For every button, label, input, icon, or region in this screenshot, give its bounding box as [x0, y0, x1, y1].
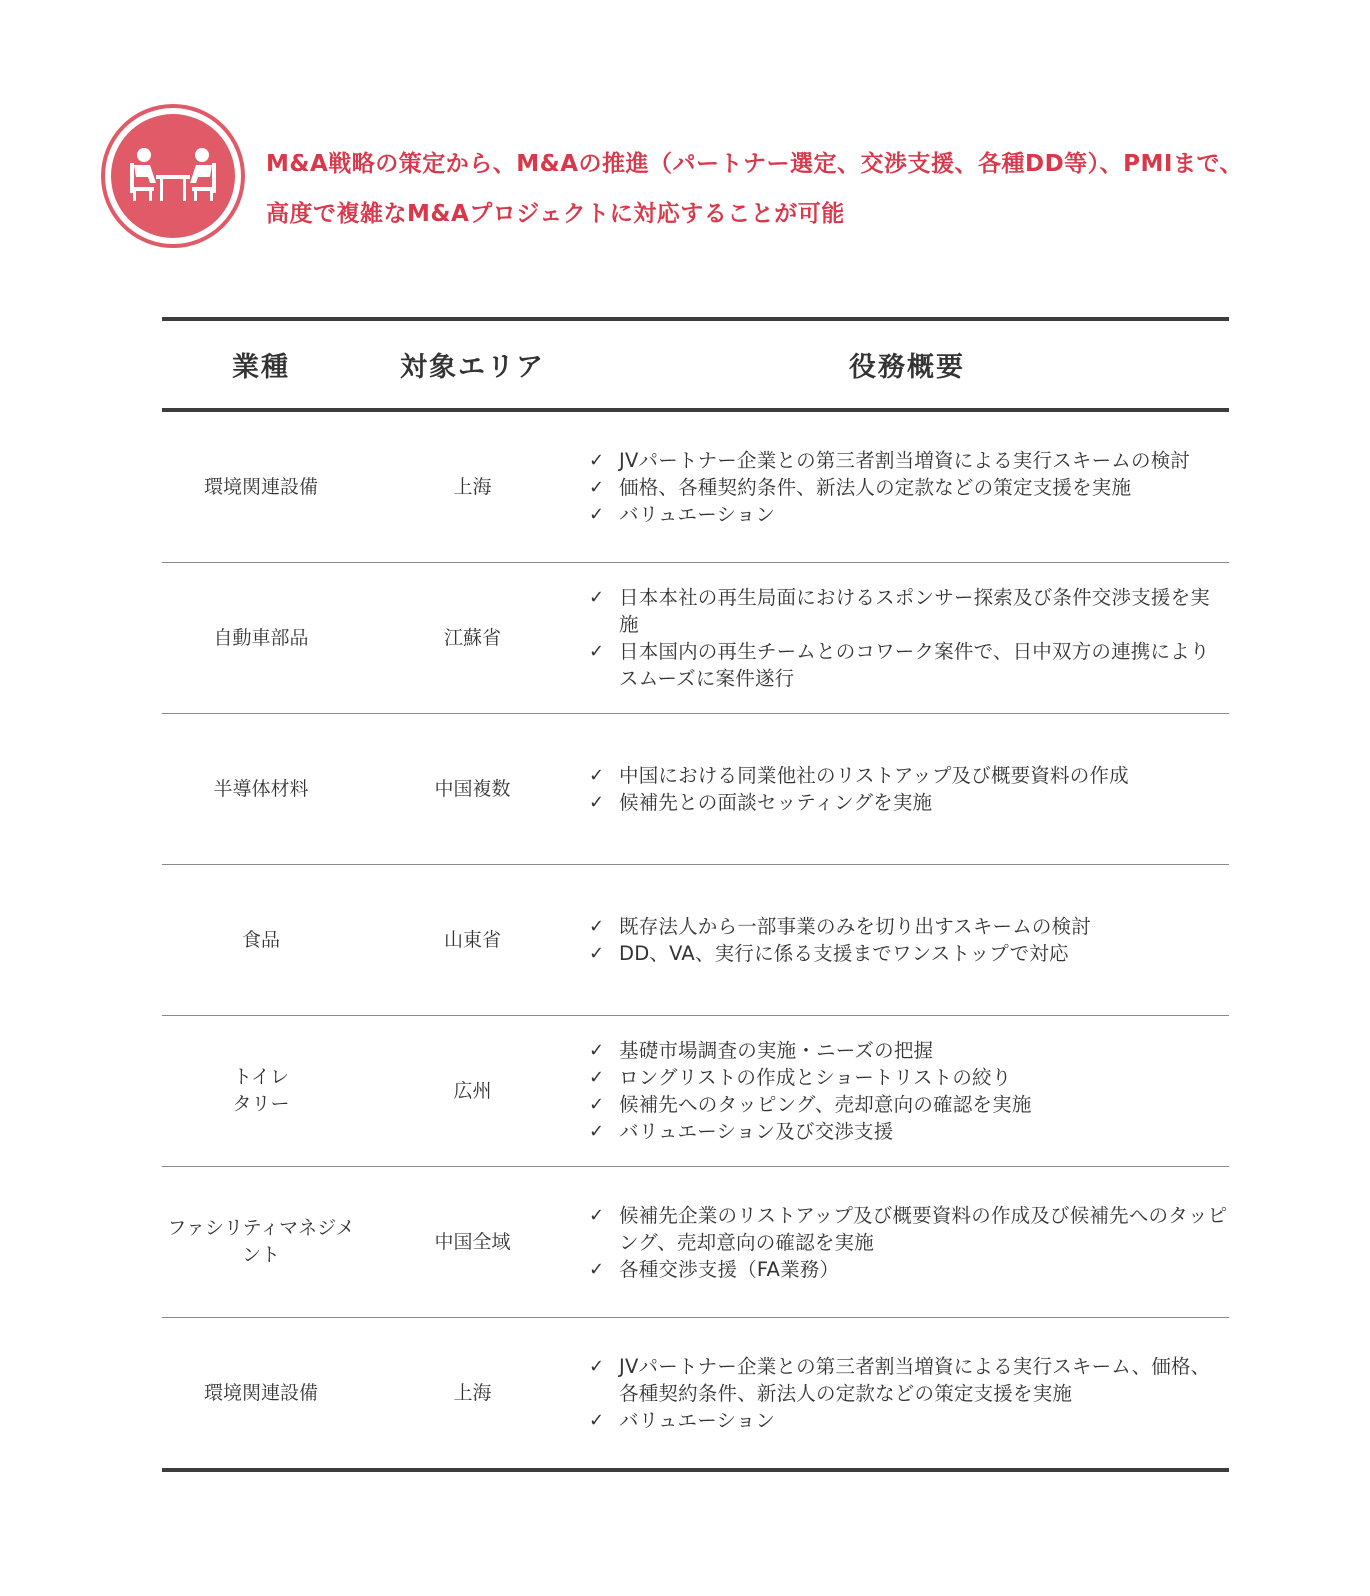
task-text: 候補先へのタッピング、売却意向の確認を実施 — [619, 1093, 1032, 1116]
task-list — [585, 762, 1229, 816]
task-item — [585, 1091, 1229, 1118]
area-cell: 上海 — [453, 475, 492, 498]
task-text: 候補先との面談セッティングを実施 — [619, 791, 933, 814]
task-item — [585, 1037, 1229, 1064]
table-row — [162, 714, 1229, 865]
task-item — [585, 1353, 1229, 1407]
task-item — [585, 1407, 1229, 1434]
area-cell: 山東省 — [443, 928, 501, 951]
area-cell: 中国全域 — [434, 1230, 511, 1253]
industry-cell — [162, 474, 360, 501]
industry-cell — [162, 776, 360, 803]
check-icon: ✓ — [589, 765, 605, 786]
task-item — [585, 913, 1229, 940]
role-cell — [585, 1202, 1229, 1283]
area-cell: 上海 — [453, 1381, 492, 1404]
industry-cell — [162, 1064, 360, 1118]
table-row — [162, 563, 1229, 714]
header-role: 役務概要 — [849, 352, 965, 383]
check-icon: ✓ — [589, 1355, 605, 1377]
check-icon: ✓ — [589, 641, 605, 662]
check-icon: ✓ — [589, 1094, 605, 1115]
industry-text: 環境関連設備 — [203, 475, 318, 498]
header-area: 対象エリア — [400, 352, 545, 383]
meeting-table-icon — [100, 103, 246, 249]
page-header — [100, 103, 1300, 253]
case-table — [162, 317, 1229, 1472]
task-item — [585, 1202, 1229, 1256]
industry-text: タリー — [232, 1093, 290, 1115]
task-item — [585, 501, 1229, 528]
task-text: バリュエーション及び交渉支援 — [619, 1120, 894, 1143]
industry-text: トイレ — [232, 1066, 290, 1088]
task-list — [585, 1353, 1229, 1434]
industry-text: 食品 — [241, 928, 280, 951]
industry-text: ファシリティマネジメ — [167, 1217, 355, 1239]
table-row — [162, 1318, 1229, 1468]
task-item — [585, 1256, 1229, 1283]
check-icon: ✓ — [589, 1204, 605, 1226]
role-cell — [585, 447, 1229, 528]
industry-cell — [162, 927, 360, 954]
role-cell — [585, 584, 1229, 692]
task-text: 候補先企業のリストアップ及び概要資料の作成及び候補先へのタッピング、売却意向の確認を実施 — [619, 1203, 1228, 1254]
industry-text: 自動車部品 — [213, 626, 309, 649]
check-icon: ✓ — [589, 587, 605, 608]
check-icon: ✓ — [589, 476, 605, 498]
table-row — [162, 1167, 1229, 1318]
task-text: 中国における同業他社のリストアップ及び概要資料の作成 — [619, 764, 1129, 787]
industry-text: ント — [241, 1244, 280, 1266]
task-list — [585, 913, 1229, 967]
task-text: JVパートナー企業との第三者割当増資による実行スキームの検討 — [619, 448, 1191, 472]
industry-text: 半導体材料 — [213, 777, 309, 800]
industry-text: 環境関連設備 — [203, 1381, 318, 1404]
task-item — [585, 474, 1229, 501]
check-icon: ✓ — [589, 503, 605, 525]
task-text: JVパートナー企業との第三者割当増資による実行スキーム、価格、各種契約条件、新法人の定款などの策定支援を実施 — [619, 1354, 1211, 1405]
task-text: バリュエーション — [619, 502, 776, 526]
task-text: 既存法人から一部事業のみを切り出すスキームの検討 — [619, 915, 1092, 938]
task-list — [585, 447, 1229, 528]
table-body — [162, 412, 1229, 1468]
headline-line-2: 高度で複雑なM&Aプロジェクトに対応することが可能 — [266, 201, 845, 227]
check-icon: ✓ — [589, 1121, 605, 1142]
table-row — [162, 412, 1229, 563]
table-row — [162, 865, 1229, 1016]
headline — [266, 139, 1306, 239]
industry-cell — [162, 1380, 360, 1407]
task-item — [585, 789, 1229, 816]
task-item — [585, 447, 1229, 474]
task-item — [585, 762, 1229, 789]
task-item — [585, 1064, 1229, 1091]
task-text: ロングリストの作成とショートリストの絞り — [619, 1066, 1012, 1089]
area-cell: 中国複数 — [434, 777, 511, 800]
role-cell — [585, 1353, 1229, 1434]
task-list — [585, 584, 1229, 692]
task-text: DD、VA、実行に係る支援までワンストップで対応 — [619, 942, 1069, 965]
check-icon: ✓ — [589, 943, 605, 964]
task-list — [585, 1037, 1229, 1145]
task-item — [585, 584, 1229, 638]
task-text: 各種交渉支援（FA業務） — [619, 1257, 840, 1281]
header-industry: 業種 — [232, 352, 290, 383]
role-cell — [585, 913, 1229, 967]
industry-cell — [162, 1215, 360, 1269]
area-cell: 江蘇省 — [443, 626, 501, 649]
role-cell — [585, 762, 1229, 816]
task-text: バリュエーション — [619, 1408, 776, 1432]
task-text: 日本本社の再生局面におけるスポンサー探索及び条件交渉支援を実施 — [619, 586, 1211, 636]
check-icon: ✓ — [589, 1067, 605, 1088]
check-icon: ✓ — [589, 1258, 605, 1280]
task-item — [585, 638, 1229, 692]
table-header — [162, 321, 1229, 412]
task-text: 日本国内の再生チームとのコワーク案件で、日中双方の連携によりスムーズに案件遂行 — [619, 640, 1210, 690]
task-item — [585, 1118, 1229, 1145]
check-icon: ✓ — [589, 916, 605, 937]
task-text: 基礎市場調査の実施・ニーズの把握 — [619, 1039, 934, 1062]
check-icon: ✓ — [589, 792, 605, 813]
role-cell — [585, 1037, 1229, 1145]
area-cell: 広州 — [453, 1079, 492, 1102]
check-icon: ✓ — [589, 1040, 605, 1061]
task-list — [585, 1202, 1229, 1283]
industry-cell — [162, 625, 360, 652]
table-row — [162, 1016, 1229, 1167]
task-text: 価格、各種契約条件、新法人の定款などの策定支援を実施 — [619, 475, 1132, 499]
task-item — [585, 940, 1229, 967]
check-icon: ✓ — [589, 1409, 605, 1431]
headline-line-1: M&A戦略の策定から、M&Aの推進（パートナー選定、交渉支援、各種DD等）、PMIまで、 — [266, 151, 1244, 177]
check-icon: ✓ — [589, 449, 605, 471]
